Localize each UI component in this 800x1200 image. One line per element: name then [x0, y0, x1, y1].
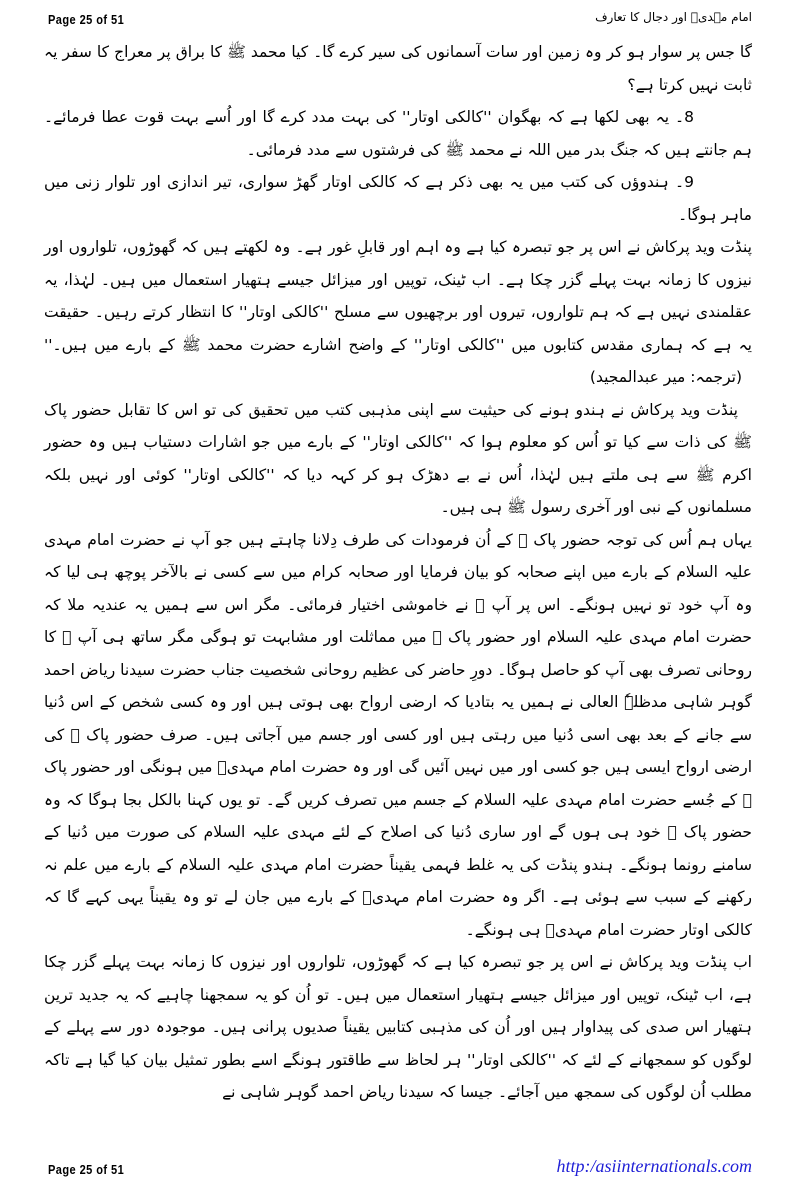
paragraph-pandit-quote	[44, 231, 752, 394]
paragraph-text: پنڈت وید پرکاش نے اس پر جو تبصرہ کیا ہے وہ اہم اور قابلِ غور ہے۔ وہ لکھتے ہیں کہ گھوڑوں، تلواروں اور نیزوں کا زمانہ بہت پہلے گزر چکا ہے۔ اب ٹینک، توپیں اور میزائل جیسے ہتھیار استعمال میں ہیں۔ لہٰذا، یہ عقلمندی نہیں ہے کہ ہم تلواروں، تیروں اور برچھیوں سے مسلح ''کالکی اوتار'' کا انتظار کرتے رہیں۔ حقیقت یہ ہے کہ ہماری مقدس کتابوں میں ''کالکی اوتار'' کے واضح اشارے حضرت محمد ﷺ کے بارے میں ہیں۔''	[44, 238, 752, 354]
paragraph-point-8	[44, 101, 752, 166]
page-header	[48, 12, 752, 34]
paragraph-text: اب پنڈت وید پرکاش نے اس پر جو تبصرہ کیا ہے کہ گھوڑوں، تلواروں اور نیزوں کا زمانہ بہت پہلے گزر چکا ہے، اب ٹینک، توپیں اور میزائل جیسے ہتھیار استعمال میں ہیں۔ تو اُن کو یہ سمجھنا چاہیے کہ یہ جدید ترین ہتھیار اس صدی کی پیداوار ہیں اور اُن کی مذہبی کتابیں یقیناً صدیوں پرانی ہیں۔ موجودہ دور سے پہلے کے لوگوں کو سمجھانے کے لئے کہ ''کالکی اوتار'' ہر لحاظ سے طاقتور ہونگے اسے بطور تمثیل بیان کیا گیا ہے تاکہ مطلب اُن لوگوں کی سمجھ میں آجائے۔ جیسا کہ سیدنا ریاض احمد گوہر شاہی نے	[44, 953, 752, 1101]
paragraph-text: گا جس پر سوار ہو کر وہ زمین اور سات آسمانوں کی سیر کرے گا۔ کیا محمد ﷺ کا براق پر معراج کا سفر یہ ثابت نہیں کرتا ہے؟	[44, 43, 752, 94]
page-footer	[48, 1156, 752, 1180]
paragraph-weapons-response	[44, 946, 752, 1109]
paragraph-continuation	[44, 36, 752, 101]
footer-page-number: Page 25 of 51	[48, 1162, 125, 1177]
paragraph-point-9	[44, 166, 752, 231]
paragraph-text: 8۔ یہ بھی لکھا ہے کہ بھگوان ''کالکی اوتار'' کی بہت مدد کرے گا اور اُسے بہت قوت عطا فرمائے۔ ہم جانتے ہیں کہ جنگ بدر میں اللہ نے محمد ﷺ کی فرشتوں سے مدد فرمائی۔	[44, 108, 752, 159]
paragraph-text: 9۔ ہندوؤں کی کتب میں یہ بھی ذکر ہے کہ کالکی اوتار گھڑ سواری، تیر اندازی اور تلوار زنی میں ماہر ہوگا۔	[44, 173, 752, 224]
document-body	[44, 36, 752, 1109]
header-page-number: Page 25 of 51	[48, 12, 125, 27]
paragraph-pandit-research	[44, 394, 752, 524]
paragraph-imam-mahdi	[44, 524, 752, 947]
paragraph-text: یہاں ہم اُس کی توجہ حضور پاک ﷺ کے اُن فرمودات کی طرف دِلانا چاہتے ہیں جو آپ نے حضرت امام مہدی علیہ السلام کے بارے میں اپنے صحابہ کو بیان فرمایا اور صحابہ کرام میں سے کسی نے بالآخر پوچھ ہی لیا کہ وہ آپ خود تو نہیں ہونگے۔ اس پر آپ ﷺ نے خاموشی اختیار فرمائی۔ مگر اس سے ہمیں یہ عندیہ ملا کہ حضرت امام مہدی علیہ السلام اور حضور پاک ﷺ میں مماثلت اور مشابہت تو ہوگی مگر ساتھ ہی آپ ﷺ کا روحانی تصرف بھی آپ کو حاصل ہوگا۔ دورِ حاضر کی عظیم روحانی شخصیت جناب حضرت سیدنا ریاض احمد گوہر شاہی مدظلہٗ العالی نے ہمیں یہ بتادیا کہ ارضی ارواح بھی ہوتی ہیں اور وہ کسی شخص کے اس دُنیا سے جانے کے بعد بھی اسی دُنیا میں رہتی ہیں اور کسی اور جسم میں آجاتی ہیں۔ صرف حضور پاک ﷺ کی ارضی ارواح ایسی ہیں جو کسی اور میں نہیں آئیں گی اور وہ حضرت امام مہدیؑ میں ہونگی اور حضور پاک ﷺ کے جُسے حضرت امام مہدی علیہ السلام کے جسم میں تصرف کریں گے۔ تو یوں کہنا بالکل بجا ہوگا کہ وہ حضور پاک ﷺ خود ہی ہوں گے اور ساری دُنیا کی اصلاح کے لئے مہدی علیہ السلام کی صورت میں دُنیا کے سامنے رونما ہونگے۔ ہندو پنڈت کی یہ غلط فہمی یقیناً حضرت امام مہدی علیہ السلام کے بارے میں علم نہ رکھنے کے سبب سے ہوئی ہے۔ اگر وہ حضرت امام مہدیؑ کے بارے میں جان لے تو وہ یقیناً یہی کہے گا کہ کالکی اوتار حضرت امام مہدیؑ ہی ہونگے۔	[44, 530, 752, 939]
translator-credit: (ترجمہ: میر عبدالمجید)	[589, 368, 742, 386]
book-title: امام مہدیؑ اور دجال کا تعارف	[595, 10, 752, 24]
paragraph-text: پنڈت وید پرکاش نے ہندو ہونے کی حیثیت سے اپنی مذہبی کتب میں تحقیق کی تو اس کا تقابل حضور پاک ﷺ کی ذات سے کیا تو اُس کو معلوم ہوا کہ ''کالکی اوتار'' کے بارے میں جو اشارات دستیاب ہیں وہ حضور اکرم ﷺ سے ہی ملتے ہیں لہٰذا، اُس نے بے دھڑک ہو کر کہہ دیا کہ ''کالکی اوتار'' کوئی اور نہیں بلکہ مسلمانوں کے نبی اور آخری رسول ﷺ ہی ہیں۔	[44, 400, 752, 516]
website-link[interactable]: http:/asiinternationals.com	[556, 1156, 752, 1176]
